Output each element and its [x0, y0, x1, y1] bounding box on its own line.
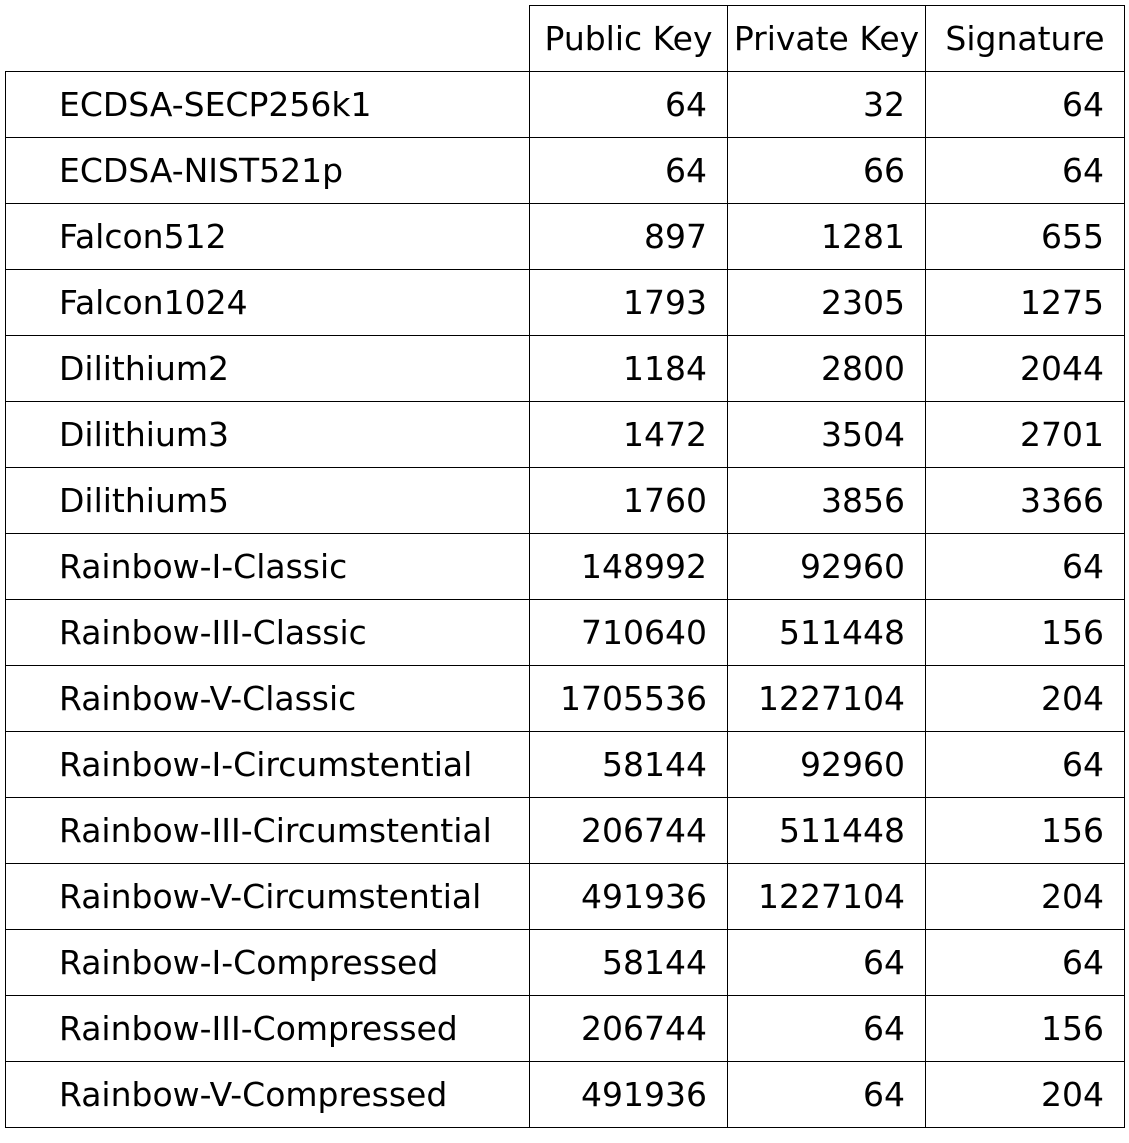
- algorithm-name-cell: Rainbow-III-Compressed: [6, 996, 530, 1062]
- signature-cell: 1275: [926, 270, 1125, 336]
- private-key-cell: 1281: [728, 204, 926, 270]
- public-key-cell: 206744: [530, 996, 728, 1062]
- signature-cell: 64: [926, 732, 1125, 798]
- signature-cell: 156: [926, 600, 1125, 666]
- table-row: [6, 798, 1125, 864]
- private-key-cell: 64: [728, 930, 926, 996]
- signature-cell: 64: [926, 534, 1125, 600]
- header-corner-cell: [6, 6, 530, 72]
- private-key-cell: 32: [728, 72, 926, 138]
- table-row: [6, 72, 1125, 138]
- algorithm-name-cell: Rainbow-I-Compressed: [6, 930, 530, 996]
- public-key-cell: 491936: [530, 864, 728, 930]
- public-key-cell: 148992: [530, 534, 728, 600]
- signature-cell: 655: [926, 204, 1125, 270]
- public-key-cell: 1184: [530, 336, 728, 402]
- private-key-cell: 3504: [728, 402, 926, 468]
- private-key-cell: 92960: [728, 534, 926, 600]
- algorithm-name-cell: Dilithium3: [6, 402, 530, 468]
- private-key-cell: 92960: [728, 732, 926, 798]
- public-key-cell: 58144: [530, 732, 728, 798]
- algorithm-name-cell: Dilithium5: [6, 468, 530, 534]
- algorithm-name-cell: Rainbow-V-Circumstential: [6, 864, 530, 930]
- signature-cell: 2044: [926, 336, 1125, 402]
- table-header: [6, 6, 1125, 72]
- signature-cell: 2701: [926, 402, 1125, 468]
- header-signature: Signature: [926, 6, 1125, 72]
- table-row: [6, 666, 1125, 732]
- algorithm-name-cell: Dilithium2: [6, 336, 530, 402]
- algorithm-name-cell: Rainbow-III-Circumstential: [6, 798, 530, 864]
- table-row: [6, 534, 1125, 600]
- signature-cell: 64: [926, 930, 1125, 996]
- private-key-cell: 66: [728, 138, 926, 204]
- public-key-cell: 491936: [530, 1062, 728, 1128]
- algorithm-name-cell: Falcon512: [6, 204, 530, 270]
- algorithm-name-cell: ECDSA-SECP256k1: [6, 72, 530, 138]
- algorithm-name-cell: Falcon1024: [6, 270, 530, 336]
- table-row: [6, 600, 1125, 666]
- private-key-cell: 511448: [728, 798, 926, 864]
- signature-cell: 204: [926, 864, 1125, 930]
- private-key-cell: 1227104: [728, 666, 926, 732]
- private-key-cell: 1227104: [728, 864, 926, 930]
- public-key-cell: 710640: [530, 600, 728, 666]
- public-key-cell: 1760: [530, 468, 728, 534]
- signature-cell: 156: [926, 798, 1125, 864]
- algorithm-name-cell: Rainbow-I-Classic: [6, 534, 530, 600]
- private-key-cell: 511448: [728, 600, 926, 666]
- table-row: [6, 996, 1125, 1062]
- header-public-key: Public Key: [530, 6, 728, 72]
- table-row: [6, 930, 1125, 996]
- public-key-cell: 1472: [530, 402, 728, 468]
- signature-cell: 64: [926, 72, 1125, 138]
- table-row: [6, 336, 1125, 402]
- signature-cell: 3366: [926, 468, 1125, 534]
- table-row: [6, 138, 1125, 204]
- algorithm-name-cell: Rainbow-I-Circumstential: [6, 732, 530, 798]
- signature-cell: 204: [926, 666, 1125, 732]
- header-row: [6, 6, 1125, 72]
- key-size-table: [5, 5, 1125, 1128]
- table-row: [6, 270, 1125, 336]
- table-row: [6, 402, 1125, 468]
- private-key-cell: 2800: [728, 336, 926, 402]
- public-key-cell: 64: [530, 72, 728, 138]
- private-key-cell: 64: [728, 996, 926, 1062]
- table-row: [6, 468, 1125, 534]
- header-private-key: Private Key: [728, 6, 926, 72]
- public-key-cell: 897: [530, 204, 728, 270]
- algorithm-name-cell: Rainbow-V-Classic: [6, 666, 530, 732]
- private-key-cell: 64: [728, 1062, 926, 1128]
- signature-cell: 156: [926, 996, 1125, 1062]
- public-key-cell: 64: [530, 138, 728, 204]
- algorithm-name-cell: ECDSA-NIST521p: [6, 138, 530, 204]
- private-key-cell: 2305: [728, 270, 926, 336]
- public-key-cell: 1705536: [530, 666, 728, 732]
- table-row: [6, 732, 1125, 798]
- private-key-cell: 3856: [728, 468, 926, 534]
- table-body: [6, 72, 1125, 1128]
- public-key-cell: 206744: [530, 798, 728, 864]
- table-row: [6, 864, 1125, 930]
- signature-cell: 204: [926, 1062, 1125, 1128]
- public-key-cell: 58144: [530, 930, 728, 996]
- algorithm-name-cell: Rainbow-V-Compressed: [6, 1062, 530, 1128]
- signature-cell: 64: [926, 138, 1125, 204]
- public-key-cell: 1793: [530, 270, 728, 336]
- table-row: [6, 1062, 1125, 1128]
- algorithm-name-cell: Rainbow-III-Classic: [6, 600, 530, 666]
- table-row: [6, 204, 1125, 270]
